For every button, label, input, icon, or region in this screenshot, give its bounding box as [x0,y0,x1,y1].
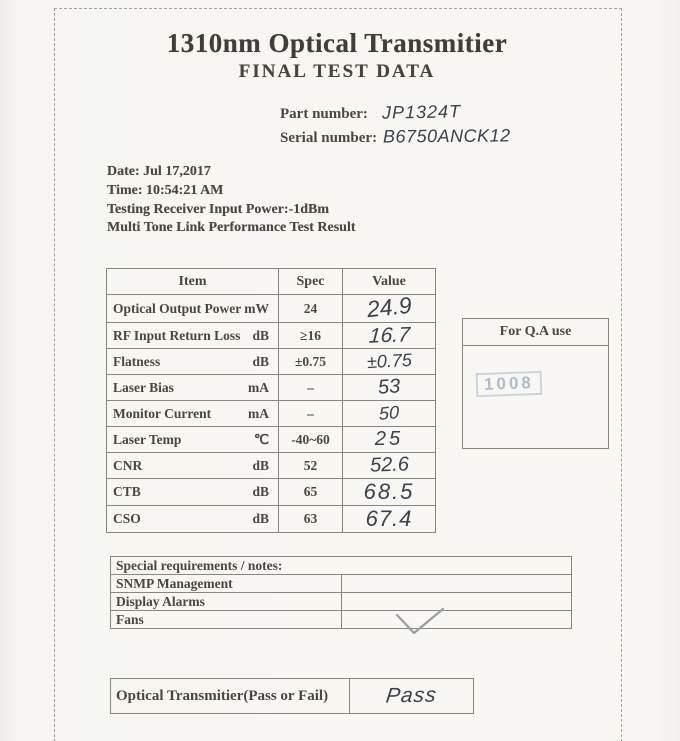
note-label: Fans [111,611,342,629]
handwritten-value: 52.6 [369,453,409,477]
checkmark-icon [394,605,446,637]
spec-cell: – [279,401,343,427]
qa-box-title: For Q.A use [463,319,608,346]
pass-fail-value-handwritten: Pass [384,683,439,708]
handwritten-value: 24.9 [365,291,413,323]
spec-cell: 63 [279,506,343,533]
item-name: RF Input Return Loss [113,327,241,343]
handwritten-value: 53 [377,375,401,399]
table-row [107,427,436,453]
item-unit: dB [252,457,269,473]
table-row [107,479,436,506]
spec-cell: – [279,375,343,401]
note-check-cell [341,611,572,629]
receiver-input-power-line: Testing Receiver Input Power:-1dBm [107,201,330,217]
item-unit: ℃ [253,431,269,447]
part-number-label: Part number: [280,106,368,122]
handwritten-value: ±0.75 [366,349,412,373]
serial-number-row [280,126,511,150]
spec-cell: ±0.75 [279,349,343,375]
spec-cell: 52 [279,453,343,479]
test-info-block [107,163,356,238]
item-unit: dB [252,353,269,369]
item-unit: mA [248,405,269,421]
table-row [107,453,436,479]
header-item: Item [107,269,279,295]
item-name: CTB [113,484,141,499]
test-result-caption-line: Multi Tone Link Performance Test Result [107,220,356,236]
table-row [107,401,436,427]
item-name: Flatness [113,353,161,369]
part-number-value-handwritten: JP1324T [381,101,462,123]
note-check-cell [341,593,572,611]
handwritten-value: 67.4 [365,506,413,531]
part-number-row [280,102,511,126]
note-check-cell [341,575,572,593]
results-header-row [107,269,436,295]
item-unit: dB [252,484,269,499]
item-name: Laser Temp [113,431,182,447]
spec-cell: ≥16 [279,323,343,349]
note-label: SNMP Management [111,575,342,593]
table-row [107,506,436,533]
date-line: Date: Jul 17,2017 [107,164,211,179]
item-unit: mA [248,379,269,395]
results-table [106,268,436,533]
spec-cell: -40~60 [279,427,343,453]
identification-block [280,102,511,150]
serial-number-value-handwritten: B6750ANCK12 [382,125,511,147]
handwritten-value: 25 [374,428,404,450]
note-row-display-alarms [111,593,572,611]
table-row [107,323,436,349]
item-name: Optical Output Power [113,300,242,316]
header-value: Value [343,269,436,295]
time-line: Time: 10:54:21 AM [107,182,224,198]
handwritten-value: 16.7 [367,322,411,348]
note-row-snmp [111,575,572,593]
item-unit: mW [244,300,269,316]
item-name: CSO [113,511,141,526]
table-row [107,375,436,401]
item-name: Monitor Current [113,405,212,421]
serial-number-label: Serial number: [280,130,378,146]
pass-fail-label: Optical Transmitier(Pass or Fail) [111,679,350,714]
item-name: Laser Bias [113,379,174,395]
spec-cell: 65 [279,479,343,506]
handwritten-value: 68.5 [363,479,415,504]
document-title: 1310nm Optical Transmitier [166,28,508,58]
table-row [107,295,436,323]
item-unit: dB [252,511,269,526]
note-label: Display Alarms [111,593,342,611]
qa-number-stamp: 1008 [476,371,543,397]
note-row-fans [111,611,572,629]
item-name: CNR [113,457,143,473]
notes-header: Special requirements / notes: [111,557,572,575]
header-spec: Spec [279,269,343,295]
notes-header-row [111,557,572,575]
special-requirements-table [110,556,572,629]
document-subtitle: FINAL TEST DATA [238,61,436,82]
qa-use-box [462,318,609,449]
item-unit: dB [252,327,269,343]
spec-cell: 24 [279,295,343,323]
pass-fail-table [110,678,474,714]
table-row [107,349,436,375]
handwritten-value: 50 [378,402,400,424]
pass-fail-row [111,679,474,714]
